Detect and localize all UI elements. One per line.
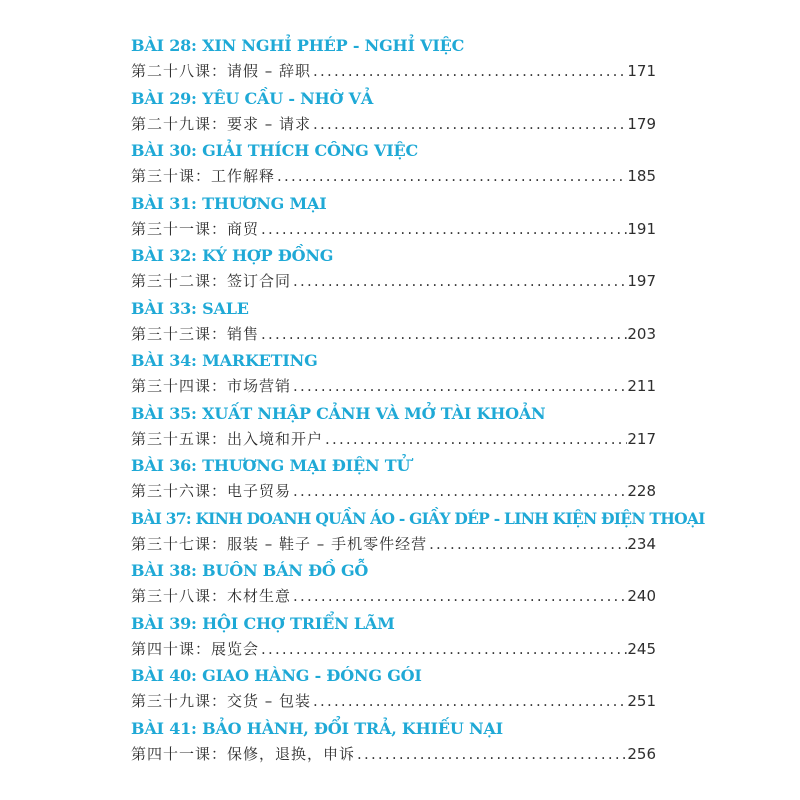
dot-leader <box>311 688 627 714</box>
toc-line <box>131 373 656 399</box>
page-number: 228 <box>627 482 656 500</box>
page-number: 240 <box>627 587 656 605</box>
toc-line <box>131 531 656 557</box>
dot-leader <box>259 636 627 662</box>
page-number: 179 <box>627 114 656 133</box>
dot-leader <box>291 583 627 609</box>
chinese-title: 第四十一课：保修，退换，申诉 <box>131 744 356 763</box>
page-number: 211 <box>627 377 656 395</box>
dot-leader <box>427 531 627 557</box>
chinese-title: 第四十课：展览会 <box>131 639 260 658</box>
page-number: 256 <box>627 744 656 763</box>
page-number: 251 <box>627 692 656 710</box>
toc-entry-lesson-32 <box>131 244 656 297</box>
dot-leader <box>355 741 627 767</box>
toc-line <box>131 321 656 347</box>
lesson-title: BÀI 29: YÊU CẦU - NHỜ VẢ <box>131 88 374 108</box>
dot-leader <box>311 58 627 84</box>
page-number: 185 <box>627 167 656 185</box>
toc-line <box>131 583 656 609</box>
lesson-title: BÀI 39: HỘI CHỢ TRIỂN LÃM <box>131 613 395 633</box>
lesson-title: BÀI 34: MARKETING <box>131 351 318 370</box>
toc-entry-lesson-33 <box>131 297 656 350</box>
dot-leader <box>311 111 627 137</box>
chinese-title: 第三十九课：交货 – 包装 <box>131 692 312 710</box>
chinese-title: 第三十五课：出入境和开户 <box>131 429 324 448</box>
page-number: 171 <box>627 62 656 80</box>
chinese-title: 第三十七课：服装 – 鞋子 – 手机零件经营 <box>131 534 428 553</box>
dot-leader <box>259 321 627 347</box>
chinese-title: 第三十八课：木材生意 <box>131 587 292 605</box>
page-number: 191 <box>627 219 656 238</box>
chinese-title: 第三十六课：电子贸易 <box>131 482 292 500</box>
lesson-title: BÀI 41: BẢO HÀNH, ĐỔI TRẢ, KHIẾU NẠI <box>131 718 503 738</box>
toc-line <box>131 741 656 767</box>
lesson-title: BÀI 40: GIAO HÀNG - ĐÓNG GÓI <box>131 666 422 685</box>
toc-entry-lesson-31 <box>131 192 656 245</box>
dot-leader <box>323 426 627 452</box>
page-number: 245 <box>627 639 656 658</box>
chinese-title: 第三十课：工作解释 <box>131 167 276 185</box>
lesson-title: BÀI 38: BUÔN BÁN ĐỒ GỖ <box>131 561 369 580</box>
toc-entry-lesson-36 <box>131 454 656 507</box>
toc-line <box>131 478 656 504</box>
toc-entry-lesson-35 <box>131 402 656 455</box>
toc-line <box>131 688 656 714</box>
lesson-title: BÀI 31: THƯƠNG MẠI <box>131 193 327 213</box>
toc-line <box>131 111 656 137</box>
toc-entry-lesson-29 <box>131 87 656 140</box>
table-of-contents <box>131 34 705 769</box>
toc-line <box>131 268 656 294</box>
dot-leader <box>275 163 627 189</box>
toc-entry-lesson-40 <box>131 664 656 717</box>
lesson-title: BÀI 32: KÝ HỢP ĐỒNG <box>131 246 334 265</box>
dot-leader <box>259 216 627 242</box>
page-number: 217 <box>627 429 656 448</box>
chinese-title: 第二十九课：要求 – 请求 <box>131 114 312 133</box>
chinese-title: 第三十二课：签订合同 <box>131 272 292 290</box>
toc-entry-lesson-39 <box>131 612 656 665</box>
lesson-title: BÀI 33: SALE <box>131 298 249 318</box>
lesson-title: BÀI 30: GIẢI THÍCH CÔNG VIỆC <box>131 141 419 160</box>
toc-entry-lesson-38 <box>131 559 656 612</box>
lesson-title: BÀI 35: XUẤT NHẬP CẢNH VÀ MỞ TÀI KHOẢN <box>131 403 546 423</box>
lesson-title: BÀI 37: KINH DOANH QUẦN ÁO - GIẦY DÉP - LINH KIỆN ĐIỆN THOẠI <box>131 508 705 528</box>
chinese-title: 第三十一课：商贸 <box>131 219 260 238</box>
toc-entry-lesson-34 <box>131 349 656 402</box>
page-number: 203 <box>627 324 656 343</box>
lesson-title: BÀI 28: XIN NGHỈ PHÉP - NGHỈ VIỆC <box>131 36 465 55</box>
toc-entry-lesson-28 <box>131 34 656 87</box>
lesson-title: BÀI 36: THƯƠNG MẠI ĐIỆN TỬ <box>131 456 411 475</box>
chinese-title: 第三十四课：市场营销 <box>131 377 292 395</box>
dot-leader <box>291 373 627 399</box>
toc-entry-lesson-41 <box>131 717 656 770</box>
chinese-title: 第二十八课：请假 – 辞职 <box>131 62 312 80</box>
toc-line <box>131 426 656 452</box>
page-number: 234 <box>627 534 656 553</box>
toc-line <box>131 636 656 662</box>
dot-leader <box>291 268 627 294</box>
toc-entry-lesson-30 <box>131 139 656 192</box>
toc-line <box>131 216 656 242</box>
toc-line <box>131 58 656 84</box>
toc-line <box>131 163 656 189</box>
chinese-title: 第三十三课：销售 <box>131 324 260 343</box>
toc-entry-lesson-37 <box>131 507 705 560</box>
page-number: 197 <box>627 272 656 290</box>
dot-leader <box>291 478 627 504</box>
